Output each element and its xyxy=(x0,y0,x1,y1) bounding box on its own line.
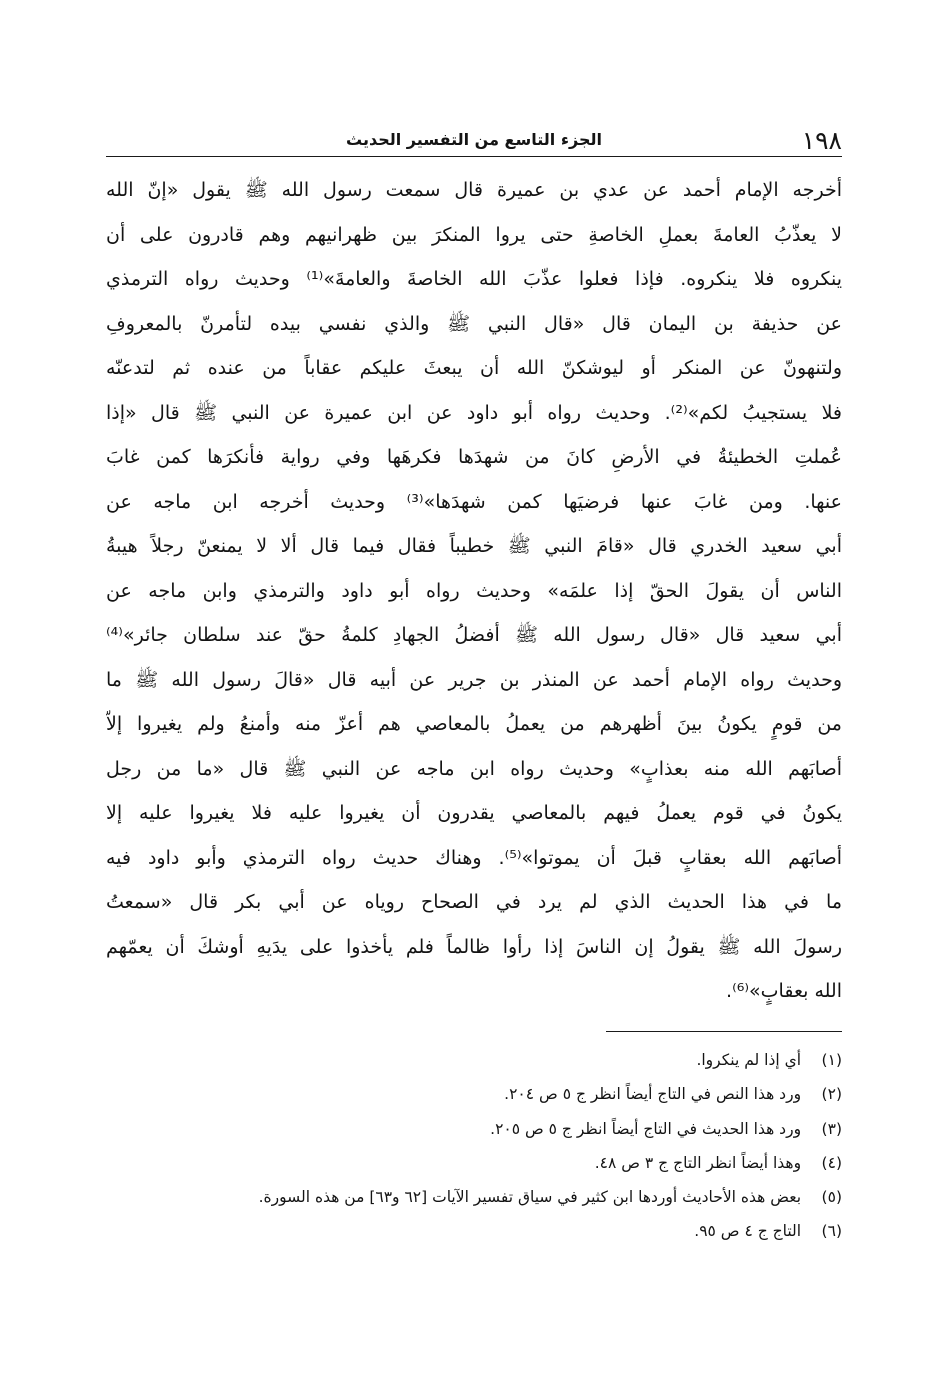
running-title: الجزء التاسع من التفسير الحديث xyxy=(346,130,602,149)
footnote xyxy=(106,1214,842,1248)
body-line: أبي سعيد الخدري قال «قامَ النبي ﷺ خطيباً فقال فيما قال ألا لا يمنعنّ رجلاً هيبةُ xyxy=(106,535,842,557)
footnote-number: (١) xyxy=(821,1051,842,1069)
footnotes-list xyxy=(106,1043,842,1249)
body-text xyxy=(106,168,842,1014)
footnote xyxy=(106,1043,842,1077)
footnote xyxy=(106,1180,842,1214)
footnote-number: (٦) xyxy=(821,1222,842,1241)
page-number: ١٩٨ xyxy=(801,126,842,155)
body-line: ولتنهونّ عن المنكر أو ليوشكنّ الله أن يبعثَ عليكم عقاباً من عنده ثم لتدعنّه xyxy=(106,357,842,379)
body-line: أصابَهم الله بعقابٍ قبلَ أن يموتوا»⁽⁵⁾. وهناك حديث رواه الترمذي وأبو داود فيه xyxy=(106,846,842,869)
footnote-number: (٣) xyxy=(821,1119,842,1138)
body-line: من قومٍ يكونُ بينَ أظهرهم من يعملُ بالمعاصي هم أعزّ منه وأمنعُ ولم يغيروا إلاّ xyxy=(106,713,842,735)
body-line: وحديث رواه الإمام أحمد عن المنذر بن جرير عن أبيه قال «قالَ رسول الله ﷺ ما xyxy=(106,668,842,691)
body-line: الناس أن يقولَ الحقّ إذا علمَه» وحديث رواه أبو داود والترمذي وابن ماجه عن xyxy=(106,579,842,602)
body-line: ما في هذا الحديث الذي لم يرد في الصحاح روياه عن أبي بكر قال «سمعتُ xyxy=(106,891,842,913)
body-line: أخرجه الإمام أحمد عن عدي بن عميرة قال سمعت رسول الله ﷺ يقول «إنّ الله xyxy=(106,179,842,201)
page-header xyxy=(106,120,842,157)
footnote-number: (٤) xyxy=(821,1153,842,1172)
body-line-last: الله بعقابٍ»⁽⁶⁾. xyxy=(726,980,842,1002)
body-line: أبي سعيد قال «قال رسول الله ﷺ أفضلُ الجهادِ كلمةُ حقّ عند سلطان جائر»⁽⁴⁾ xyxy=(106,624,842,646)
body-line: فلا يستجيبُ لكم»⁽²⁾. وحديث رواه أبو داود عن ابن عميرة عن النبي ﷺ قال «إذا xyxy=(106,401,842,424)
body-line: لا يعذّبُ العامةَ بعملِ الخاصةِ حتى يروا المنكرَ بين ظهرانيهم وهم قادرون على أن xyxy=(106,223,842,246)
footnote-number: (٢) xyxy=(821,1085,842,1104)
body-line: عن حذيفة بن اليمان قال «قال النبي ﷺ والذي نفسي بيده لتأمرنّ بالمعروفِ xyxy=(106,312,842,335)
footnote-text: أي إذا لم ينكروا. xyxy=(696,1051,802,1069)
body-line: ينكروه فلا ينكروه. فإذا فعلوا عذّبَ الله الخاصةَ والعامةَ»⁽¹⁾ وحديث رواه الترمذي xyxy=(106,268,842,290)
body-line: عنها. ومن غابَ عنها فرضيَها كمن شهدَها»⁽³⁾ وحديث أخرجه ابن ماجه عن xyxy=(106,490,842,513)
footnote-separator xyxy=(606,1031,842,1032)
body-line: رسولَ الله ﷺ يقولُ إن الناسَ إذا رأوا ظالماً فلم يأخذوا على يدَيهِ أوشكَ أن يعمّهم xyxy=(106,935,842,958)
footnote-text: التاج ج ٤ ص ٩٥. xyxy=(694,1222,802,1241)
footnote-text: بعض هذه الأحاديث أوردها ابن كثير في سياق تفسير الآيات [٦٢ و٦٣] من هذه السورة. xyxy=(258,1188,802,1207)
footnote xyxy=(106,1112,842,1146)
footnote-text: ورد هذا النص في التاج أيضاً انظر ج ٥ ص ٢٠٤. xyxy=(504,1085,802,1104)
footnote xyxy=(106,1146,842,1180)
body-line: عُملتِ الخطيئةُ في الأرضِ كانَ من شهدَها فكرهَها وفي رواية فأنكرَها كمن غابَ xyxy=(106,446,842,468)
footnote-text: ورد هذا الحديث في التاج أيضاً انظر ج ٥ ص ٢٠٥. xyxy=(490,1119,802,1138)
footnote xyxy=(106,1077,842,1111)
body-line: يكونُ في قوم يعملُ فيهم بالمعاصي يقدرون أن يغيروا عليه فلا يغيروا عليه إلا xyxy=(106,802,842,824)
footnote-number: (٥) xyxy=(821,1188,842,1207)
body-line: أصابَهم الله منه بعذابٍ» وحديث رواه ابن ماجه عن النبي ﷺ قال «ما من رجل xyxy=(106,757,842,780)
footnote-text: وهذا أيضاً انظر التاج ج ٣ ص ٤٨. xyxy=(594,1153,802,1172)
